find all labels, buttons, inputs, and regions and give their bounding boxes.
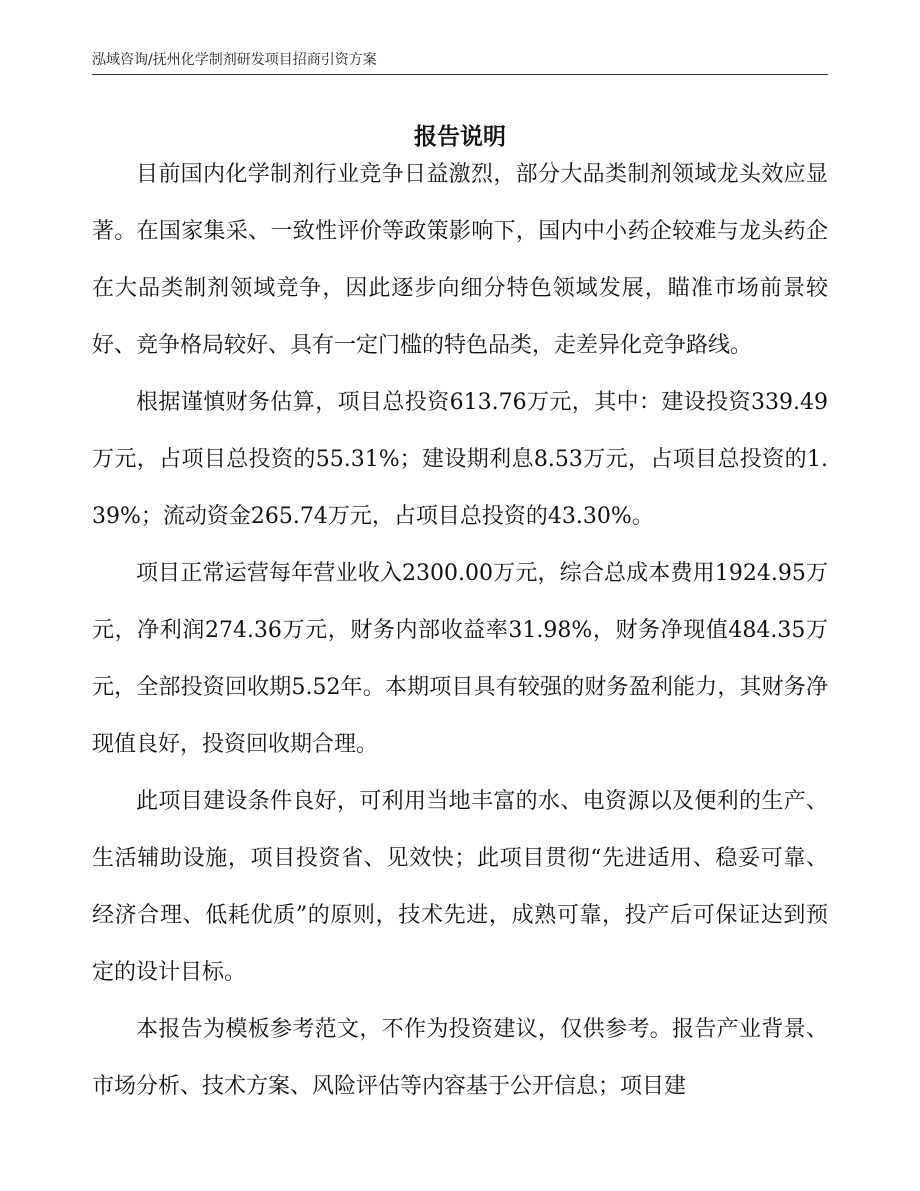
page-title: 报告说明 [414, 123, 506, 150]
paragraph-market-background: 目前国内化学制剂行业竞争日益激烈，部分大品类制剂领域龙头效应显著。在国家集采、一致性评价等政策影响下，国内中小药企较难与龙头药企在大品类制剂领域竞争，因此逐步向细分特色领域发展，瞄准市场前景较好、竞争格局较好、具有一定门槛的特色品类，走差异化竞争路线。 [92, 162, 828, 358]
running-header: 泓域咨询/抚州化学制剂研发项目招商引资方案 [92, 50, 828, 75]
paragraph-financial-returns: 项目正常运营每年营业收入2300.00万元，综合总成本费用1924.95万元，净利润274.36万元，财务内部收益率31.98%，财务净现值484.35万元，全部投资回收期5.52年。本期项目具有较强的财务盈利能力，其财务净现值良好，投资回收期合理。 [92, 561, 828, 757]
paragraph-construction-conditions: 此项目建设条件良好，可利用当地丰富的水、电资源以及便利的生产、生活辅助设施，项目投资省、见效快；此项目贯彻“先进适用、稳妥可靠、经济合理、低耗优质”的原则，技术先进，成熟可靠，投产后可保证达到预定的设计目标。 [92, 789, 828, 985]
paragraph-disclaimer: 本报告为模板参考范文，不作为投资建议，仅供参考。报告产业背景、市场分析、技术方案、风险评估等内容基于公开信息；项目建 [92, 1017, 828, 1099]
report-body [92, 146, 828, 1115]
paragraph-investment-estimate: 根据谨慎财务估算，项目总投资613.76万元，其中：建设投资339.49万元，占项目总投资的55.31%；建设期利息8.53万元，占项目总投资的1.39%；流动资金265.74万元，占项目总投资的43.30%。 [92, 390, 828, 529]
